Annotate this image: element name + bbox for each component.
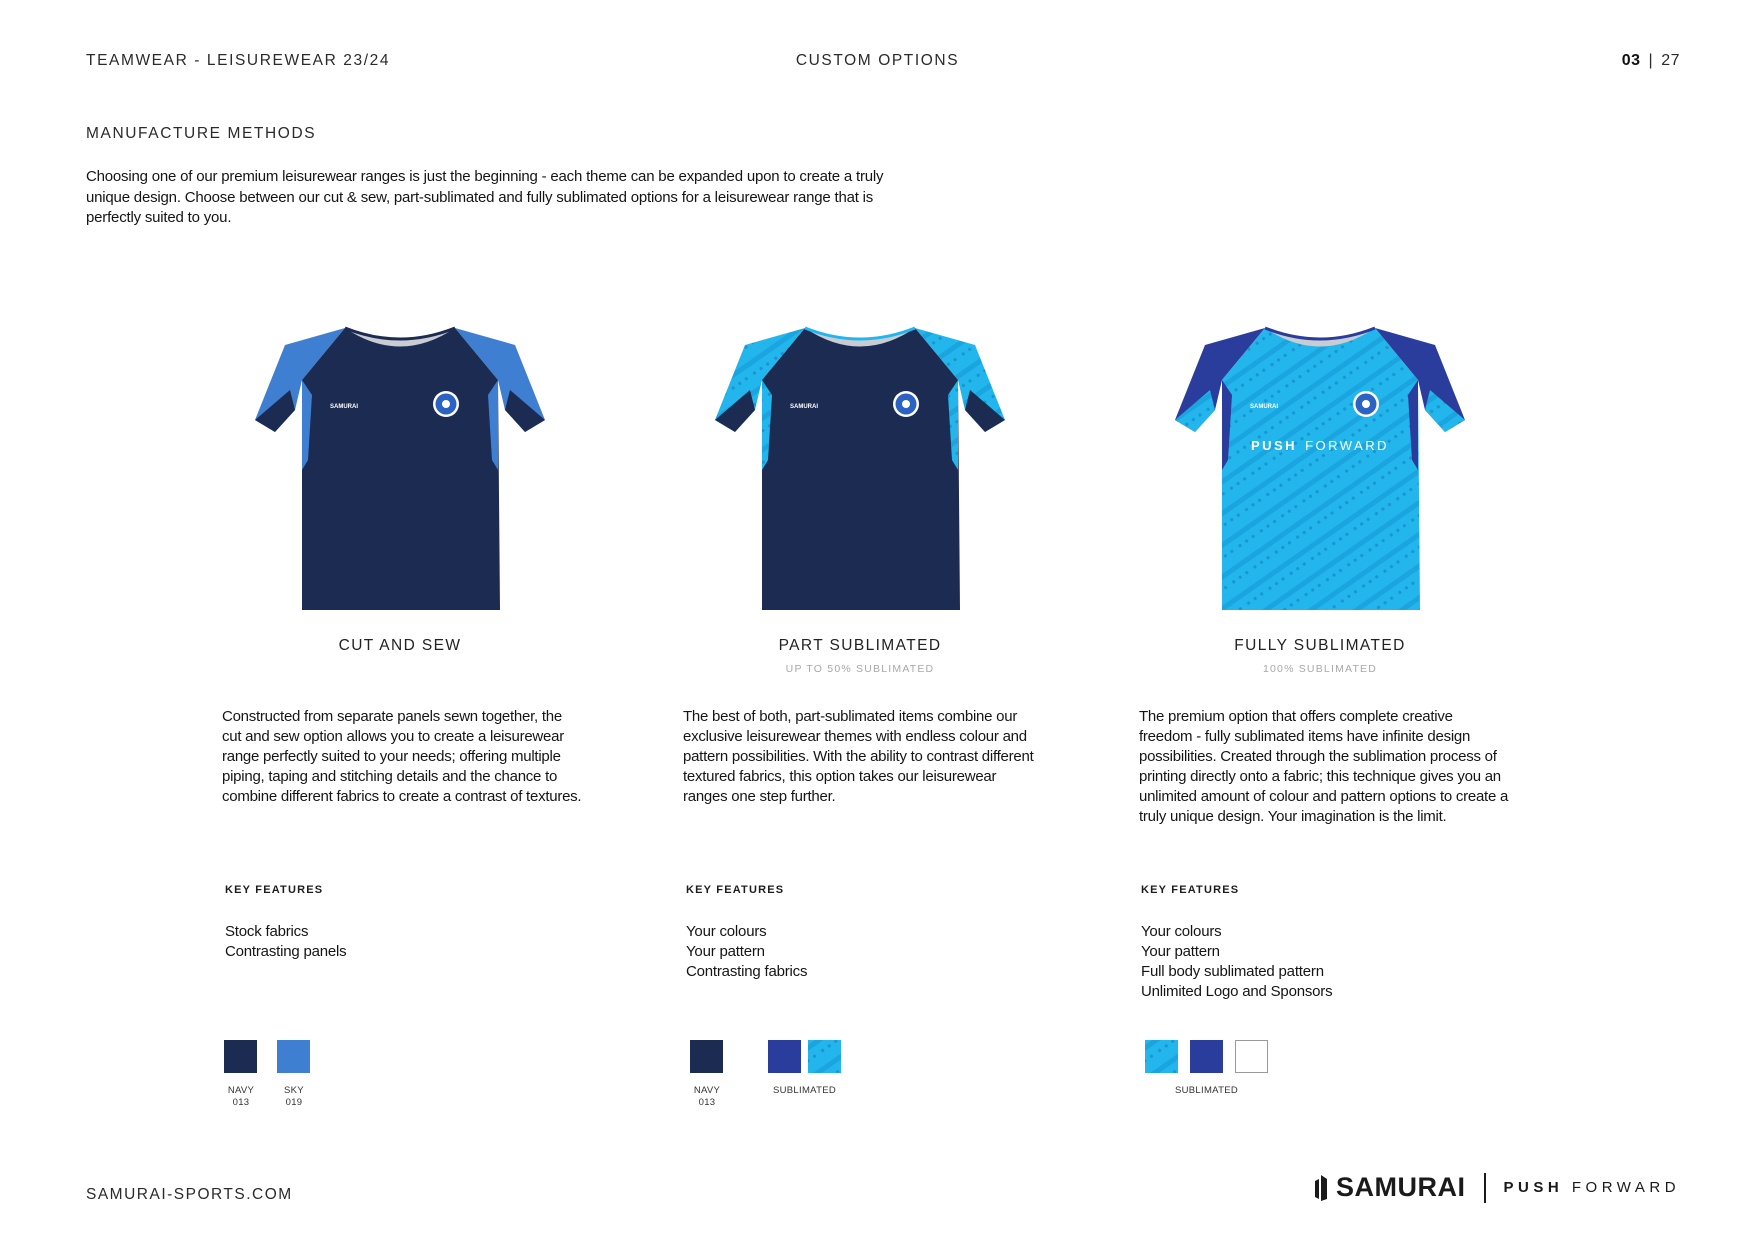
key-features-list: [686, 922, 807, 982]
page-number: [1622, 52, 1680, 70]
shirt-brand-text: SAMURAI: [790, 404, 818, 410]
header-section-name: CUSTOM OPTIONS: [795, 52, 960, 69]
footer-brand-name: SAMURAI: [1336, 1172, 1466, 1202]
feature-item: Your pattern: [1141, 943, 1220, 960]
swatch-navy: [690, 1040, 723, 1073]
footer-tagline: [1504, 1179, 1681, 1196]
key-features-list: [225, 922, 346, 962]
footer-website-url: SAMURAI-SPORTS.COM: [86, 1186, 293, 1203]
option-title: PART SUBLIMATED: [778, 637, 942, 654]
swatch-sky: [277, 1040, 310, 1073]
crest-icon: [893, 391, 919, 417]
samurai-logo-icon: [1312, 1174, 1330, 1202]
swatch-label-sky: SKY 019: [284, 1085, 304, 1108]
feature-item: Contrasting panels: [225, 943, 347, 960]
header-doc-title: TEAMWEAR - LEISUREWEAR 23/24: [86, 52, 391, 69]
footer-tagline-bold: PUSH: [1503, 1179, 1564, 1196]
swatch-navy: [224, 1040, 257, 1073]
option-description: Constructed from separate panels sewn together, the cut and sew option allows you to create a leisurewear range perfectly suited to your needs; offering multiple piping, taping and stitching details and the chance to combine different fabrics to create a contrast of textures.: [222, 708, 582, 805]
swatch-royal-sublimated: [768, 1040, 801, 1073]
swatch-label-sublimated: SUBLIMATED: [1174, 1085, 1238, 1096]
feature-item: Stock fabrics: [225, 923, 309, 940]
option-description: The premium option that offers complete creative freedom - fully sublimated items have infinite design possibilities. Created through the sublimation process of printing directly onto a fabric; this technique gives you an unlimited amount of colour and pattern options to create a truly unique design. Your imagination is the limit.: [1139, 708, 1509, 825]
part-sublimated-shirt-illustration: [710, 320, 1010, 620]
feature-item: Your colours: [686, 923, 767, 940]
shirt-print-text: [1251, 438, 1389, 453]
swatch-cyan-sublimated: [808, 1040, 841, 1073]
footer-tagline-light: FORWARD: [1571, 1179, 1681, 1196]
shirt-brand-text: SAMURAI: [1250, 404, 1278, 410]
footer-brand-logo: [1312, 1172, 1680, 1203]
crest-icon: [433, 391, 459, 417]
crest-icon: [1353, 391, 1379, 417]
swatch-label-navy: NAVY 013: [693, 1085, 721, 1108]
shirt-print-light: FORWARD: [1305, 438, 1390, 453]
option-subtitle: 100% SUBLIMATED: [1262, 663, 1378, 675]
swatch-cyan-sublimated: [1145, 1040, 1178, 1073]
intro-paragraph: Choosing one of our premium leisurewear ranges is just the beginning - each theme can be expanded upon to create a truly unique design. Choose between our cut & sew, part-sublimated and fully sublimated options for a leisurewear range that is perfectly suited to you.: [86, 168, 884, 226]
swatch-white-sublimated: [1235, 1040, 1268, 1073]
section-title: MANUFACTURE METHODS: [86, 125, 317, 142]
swatch-royal-sublimated: [1190, 1040, 1223, 1073]
feature-item: Full body sublimated pattern: [1141, 963, 1324, 980]
page-current: 03: [1621, 52, 1641, 69]
feature-item: Your colours: [1141, 923, 1222, 940]
option-subtitle: UP TO 50% SUBLIMATED: [785, 663, 935, 675]
option-title: CUT AND SEW: [338, 637, 462, 654]
shirt-brand-text: SAMURAI: [330, 404, 358, 410]
key-features-heading: KEY FEATURES: [686, 884, 785, 896]
cut-and-sew-shirt-illustration: [250, 320, 550, 620]
feature-item: Your pattern: [686, 943, 765, 960]
swatch-label-navy: NAVY 013: [227, 1085, 255, 1108]
key-features-list: [1141, 922, 1332, 1002]
page-separator: |: [1648, 52, 1654, 69]
logo-divider: [1484, 1173, 1486, 1203]
option-title: FULLY SUBLIMATED: [1234, 637, 1406, 654]
key-features-heading: KEY FEATURES: [1141, 884, 1240, 896]
feature-item: Unlimited Logo and Sponsors: [1141, 983, 1333, 1000]
option-description: The best of both, part-sublimated items combine our exclusive leisurewear themes with endless colour and pattern possibilities. With the ability to contrast different textured fabrics, this option takes our leisurewear ranges one step further.: [683, 708, 1034, 805]
page-total: 27: [1661, 52, 1680, 69]
key-features-heading: KEY FEATURES: [225, 884, 324, 896]
fully-sublimated-shirt-illustration: [1170, 320, 1470, 620]
shirt-print-bold: PUSH: [1250, 438, 1298, 453]
feature-item: Contrasting fabrics: [686, 963, 808, 980]
swatch-label-sublimated: SUBLIMATED: [772, 1085, 836, 1096]
